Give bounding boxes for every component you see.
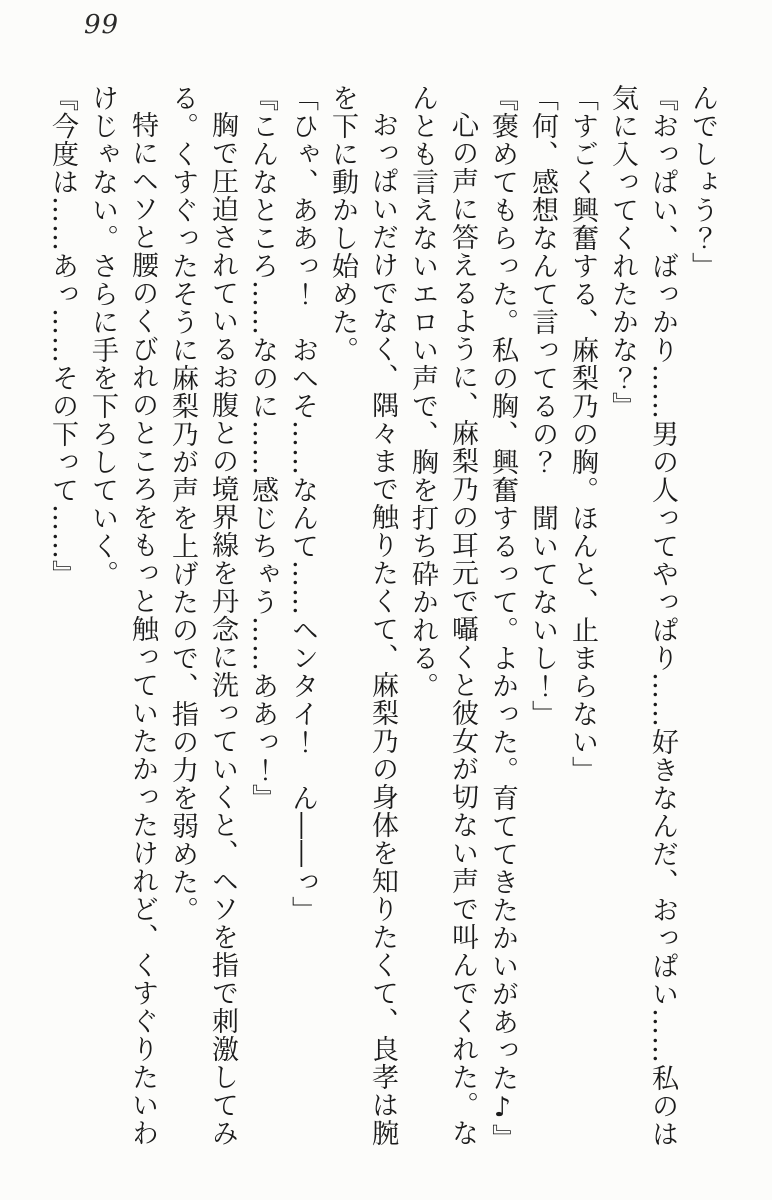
text-line: 気に入ってくれたかな？』 [607, 84, 638, 420]
text-line: けじゃない。さらに手を下ろしていく。 [87, 84, 118, 588]
text-line: 『褒めてもらった。私の胸、興奮するって。よかった。育ててきたかいがあった♪』 [487, 84, 518, 1152]
text-line: 『今度は……あっ……その下って……』 [47, 84, 78, 588]
text-line: 特にヘソと腰のくびれのところをもっと触っていたかったけれど、くすぐりたいわ [127, 111, 158, 1147]
text-line: 『こんなところ……なのに……感じちゃう……ああっ！』 [247, 84, 278, 812]
text-block [38, 84, 722, 1150]
text-line: 胸で圧迫されているお腹との境界線を丹念に洗っていくと、ヘソを指で刺激してみ [207, 111, 238, 1147]
page-number: 99 [84, 10, 120, 40]
text-line: んでしょう？」 [687, 84, 718, 280]
text-line: おっぱいだけでなく、隅々まで触りたくて、麻梨乃の身体を知りたくて、良孝は腕 [367, 111, 398, 1147]
text-line: 「すごく興奮する、麻梨乃の胸。ほんと、止まらない」 [567, 84, 598, 784]
text-line: 「何、感想なんて言ってるの？ 聞いてないし！」 [527, 84, 558, 728]
text-line: んとも言えないエロい声で、胸を打ち砕かれる。 [407, 84, 438, 700]
text-line: 心の声に答えるように、麻梨乃の耳元で囁くと彼女が切ない声で叫んでくれた。な [447, 111, 478, 1147]
text-line: 「ひゃ、ああっ！ おへそ……なんて……ヘンタイ！ ん――っ」 [287, 84, 318, 924]
text-line: る。くすぐったそうに麻梨乃が声を上げたので、指の力を弱めた。 [167, 84, 198, 924]
text-line: を下に動かし始めた。 [327, 84, 358, 364]
text-line: 『おっぱい、ばっかり……男の人ってやっぱり……好きなんだ、おっぱい……私のは [647, 84, 678, 1148]
